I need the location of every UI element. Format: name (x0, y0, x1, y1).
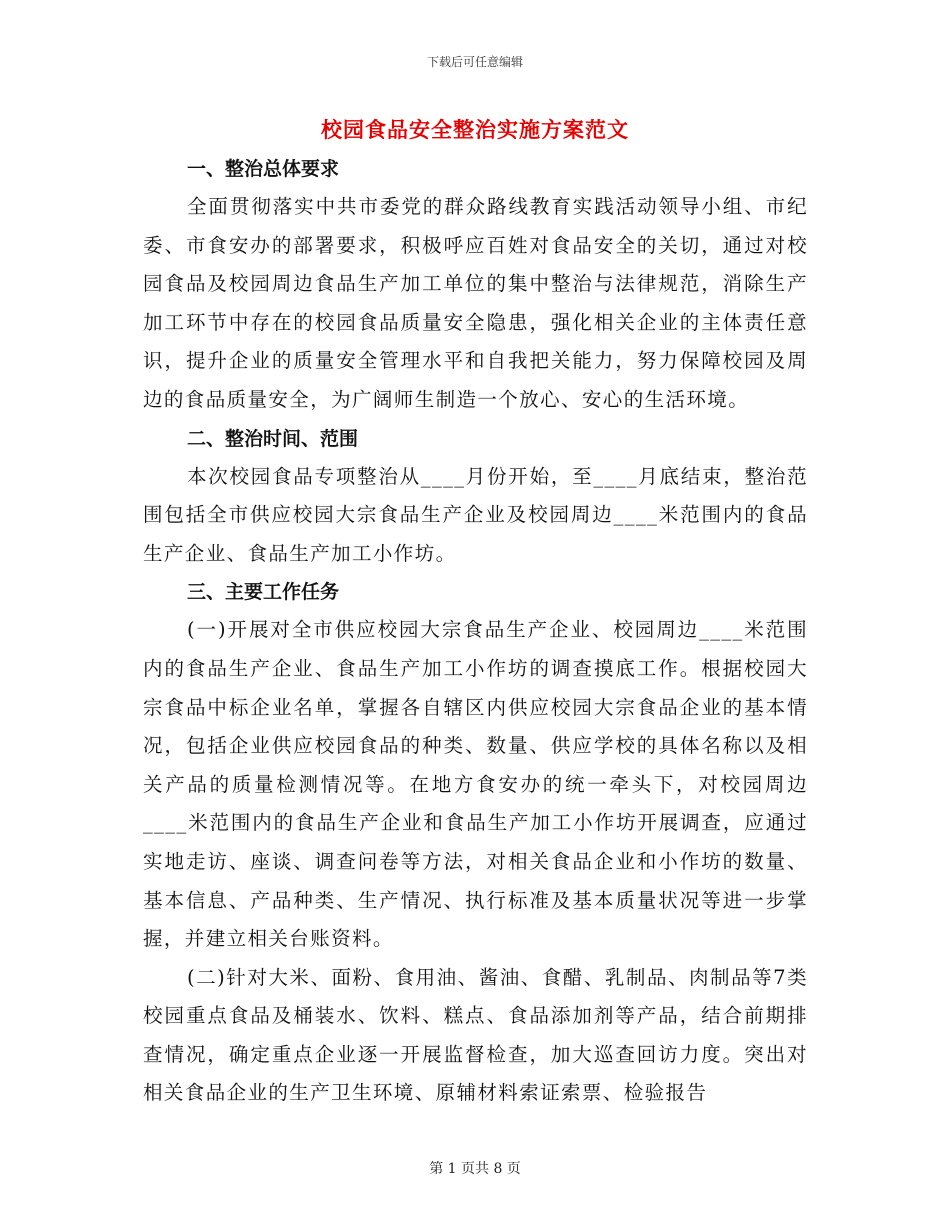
body-paragraph: 全面贯彻落实中共市委党的群众路线教育实践活动领导小组、市纪委、市食安办的部署要求，积极呼应百姓对食品安全的关切，通过对校园食品及校园周边食品生产加工单位的集中整治与法律规范，消除生产加工环节中存在的校园食品质量安全隐患，强化相关企业的主体责任意识，提升企业的质量安全管理水平和自我把关能力，努力保障校园及周边的食品质量安全，为广阔师生制造一个放心、安心的生活环境。 (143, 195, 808, 411)
section-time-scope (143, 420, 808, 574)
document-title: 校园食品安全整治实施方案范文 (321, 117, 629, 142)
body-paragraph: 本次校园食品专项整治从____月份开始，至____月底结束，整治范围包括全市供应校园大宗食品生产企业及校园周边____米范围内的食品生产企业、食品生产加工小作坊。 (143, 464, 808, 565)
page-number-footer: 第 1 页共 8 页 (429, 1161, 521, 1177)
section-heading: 三、主要工作任务 (187, 581, 340, 604)
section-heading: 一、整治总体要求 (187, 158, 340, 180)
body-paragraph: (二)针对大米、面粉、食用油、酱油、食醋、乳制品、肉制品等7类校园重点食品及桶装水、饮料、糕点、食品添加剂等产品，结合前期排查情况，确定重点企业逐一开展监督检查，加大巡查回访力度。突出对相关食品企业的生产卫生环境、原辅材料索证索票、检验报告 (143, 965, 808, 1105)
page-header-note: 下载后可任意编辑 (426, 55, 523, 69)
section-heading: 二、整治时间、范围 (187, 427, 359, 450)
body-paragraph: (一)开展对全市供应校园大宗食品生产企业、校园周边____米范围内的食品生产企业、食品生产加工小作坊的调查摸底工作。根据校园大宗食品中标企业名单，掌握各自辖区内供应校园大宗食品企业的基本情况，包括企业供应校园食品的种类、数量、供应学校的具体名称以及相关产品的质量检测情况等。在地方食安办的统一牵头下，对校园周边____米范围内的食品生产企业和食品生产加工小作坊开展调查，应通过实地走访、座谈、调查问卷等方法，对相关食品企业和小作坊的数量、基本信息、产品种类、生产情况、执行标准及基本质量状况等进一步掌握，并建立相关台账资料。 (143, 618, 808, 951)
section-overall-requirements (143, 150, 808, 420)
section-main-tasks (143, 573, 808, 1113)
document-body (143, 150, 808, 1113)
